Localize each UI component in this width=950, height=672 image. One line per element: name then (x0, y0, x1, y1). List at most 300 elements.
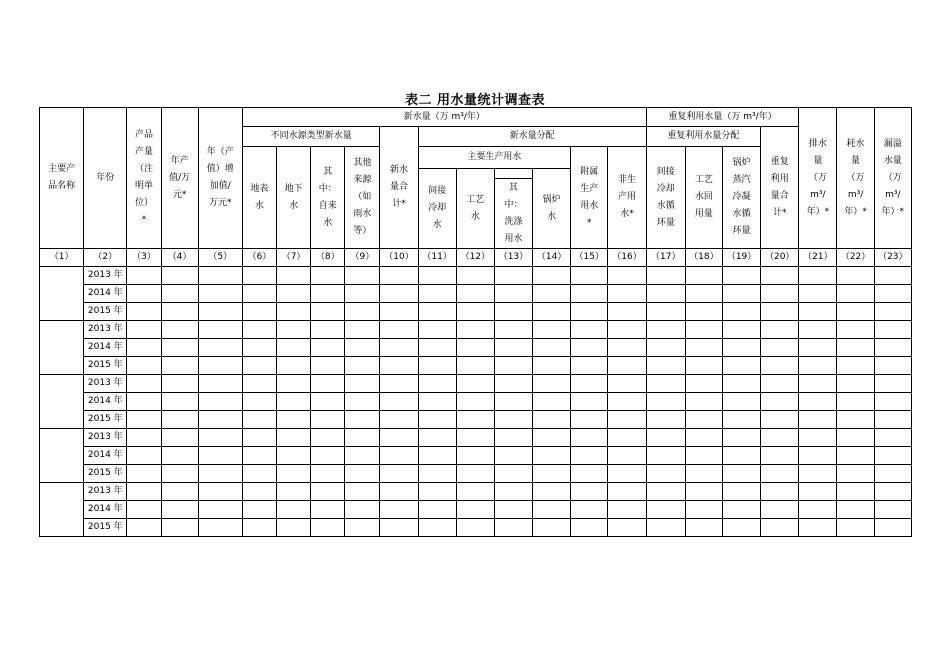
data-cell[interactable] (533, 447, 571, 465)
data-cell[interactable] (242, 375, 276, 393)
data-cell[interactable] (127, 303, 161, 321)
data-cell[interactable] (685, 447, 722, 465)
data-cell[interactable] (418, 411, 456, 429)
data-cell[interactable] (646, 501, 685, 519)
data-cell[interactable] (311, 321, 345, 339)
data-cell[interactable] (311, 303, 345, 321)
data-cell[interactable] (761, 447, 799, 465)
data-cell[interactable] (277, 447, 311, 465)
data-cell[interactable] (837, 375, 874, 393)
data-cell[interactable] (311, 519, 345, 537)
data-cell[interactable] (127, 465, 161, 483)
data-cell[interactable] (722, 429, 760, 447)
data-cell[interactable] (380, 375, 418, 393)
data-cell[interactable] (242, 393, 276, 411)
data-cell[interactable] (380, 519, 418, 537)
data-cell[interactable] (242, 483, 276, 501)
data-cell[interactable] (311, 465, 345, 483)
data-cell[interactable] (722, 501, 760, 519)
data-cell[interactable] (380, 303, 418, 321)
data-cell[interactable] (608, 519, 646, 537)
data-cell[interactable] (345, 519, 380, 537)
data-cell[interactable] (345, 393, 380, 411)
data-cell[interactable] (685, 285, 722, 303)
data-cell[interactable] (874, 465, 911, 483)
data-cell[interactable] (685, 411, 722, 429)
data-cell[interactable] (277, 303, 311, 321)
data-cell[interactable] (380, 447, 418, 465)
data-cell[interactable] (646, 447, 685, 465)
data-cell[interactable] (571, 339, 608, 357)
data-cell[interactable] (242, 447, 276, 465)
data-cell[interactable] (722, 465, 760, 483)
data-cell[interactable] (311, 267, 345, 285)
data-cell[interactable] (277, 501, 311, 519)
data-cell[interactable] (311, 339, 345, 357)
data-cell[interactable] (494, 357, 532, 375)
data-cell[interactable] (345, 339, 380, 357)
data-cell[interactable] (874, 393, 911, 411)
data-cell[interactable] (277, 321, 311, 339)
data-cell[interactable] (198, 267, 242, 285)
data-cell[interactable] (127, 339, 161, 357)
data-cell[interactable] (761, 357, 799, 375)
data-cell[interactable] (161, 447, 198, 465)
data-cell[interactable] (722, 285, 760, 303)
product-name-cell[interactable] (40, 267, 84, 321)
data-cell[interactable] (646, 285, 685, 303)
data-cell[interactable] (345, 447, 380, 465)
data-cell[interactable] (571, 357, 608, 375)
data-cell[interactable] (418, 357, 456, 375)
data-cell[interactable] (874, 519, 911, 537)
data-cell[interactable] (456, 375, 494, 393)
data-cell[interactable] (380, 411, 418, 429)
data-cell[interactable] (456, 501, 494, 519)
data-cell[interactable] (161, 285, 198, 303)
data-cell[interactable] (837, 303, 874, 321)
data-cell[interactable] (456, 339, 494, 357)
data-cell[interactable] (533, 483, 571, 501)
data-cell[interactable] (127, 357, 161, 375)
data-cell[interactable] (722, 519, 760, 537)
data-cell[interactable] (608, 357, 646, 375)
data-cell[interactable] (242, 267, 276, 285)
data-cell[interactable] (127, 285, 161, 303)
data-cell[interactable] (198, 447, 242, 465)
data-cell[interactable] (685, 501, 722, 519)
data-cell[interactable] (874, 285, 911, 303)
data-cell[interactable] (837, 519, 874, 537)
data-cell[interactable] (722, 303, 760, 321)
data-cell[interactable] (127, 267, 161, 285)
data-cell[interactable] (722, 357, 760, 375)
data-cell[interactable] (242, 285, 276, 303)
data-cell[interactable] (837, 411, 874, 429)
data-cell[interactable] (494, 483, 532, 501)
data-cell[interactable] (874, 321, 911, 339)
data-cell[interactable] (380, 483, 418, 501)
data-cell[interactable] (161, 393, 198, 411)
data-cell[interactable] (198, 429, 242, 447)
data-cell[interactable] (494, 339, 532, 357)
data-cell[interactable] (242, 321, 276, 339)
data-cell[interactable] (608, 321, 646, 339)
data-cell[interactable] (761, 321, 799, 339)
data-cell[interactable] (837, 465, 874, 483)
data-cell[interactable] (685, 357, 722, 375)
data-cell[interactable] (571, 429, 608, 447)
data-cell[interactable] (345, 375, 380, 393)
data-cell[interactable] (685, 339, 722, 357)
data-cell[interactable] (608, 267, 646, 285)
data-cell[interactable] (571, 393, 608, 411)
data-cell[interactable] (198, 483, 242, 501)
data-cell[interactable] (608, 411, 646, 429)
data-cell[interactable] (722, 321, 760, 339)
data-cell[interactable] (799, 375, 837, 393)
data-cell[interactable] (646, 393, 685, 411)
data-cell[interactable] (242, 303, 276, 321)
data-cell[interactable] (380, 321, 418, 339)
data-cell[interactable] (685, 465, 722, 483)
data-cell[interactable] (533, 501, 571, 519)
data-cell[interactable] (161, 303, 198, 321)
data-cell[interactable] (418, 321, 456, 339)
data-cell[interactable] (722, 411, 760, 429)
data-cell[interactable] (198, 321, 242, 339)
data-cell[interactable] (198, 339, 242, 357)
data-cell[interactable] (874, 339, 911, 357)
data-cell[interactable] (456, 285, 494, 303)
data-cell[interactable] (761, 339, 799, 357)
data-cell[interactable] (311, 375, 345, 393)
data-cell[interactable] (722, 393, 760, 411)
data-cell[interactable] (761, 393, 799, 411)
data-cell[interactable] (799, 267, 837, 285)
data-cell[interactable] (127, 321, 161, 339)
data-cell[interactable] (277, 519, 311, 537)
data-cell[interactable] (685, 393, 722, 411)
data-cell[interactable] (161, 501, 198, 519)
data-cell[interactable] (345, 267, 380, 285)
data-cell[interactable] (456, 429, 494, 447)
data-cell[interactable] (571, 519, 608, 537)
data-cell[interactable] (198, 465, 242, 483)
data-cell[interactable] (646, 339, 685, 357)
data-cell[interactable] (646, 321, 685, 339)
data-cell[interactable] (198, 501, 242, 519)
data-cell[interactable] (608, 483, 646, 501)
data-cell[interactable] (242, 501, 276, 519)
data-cell[interactable] (418, 375, 456, 393)
data-cell[interactable] (161, 411, 198, 429)
data-cell[interactable] (494, 429, 532, 447)
data-cell[interactable] (456, 519, 494, 537)
data-cell[interactable] (161, 321, 198, 339)
data-cell[interactable] (799, 501, 837, 519)
data-cell[interactable] (494, 321, 532, 339)
data-cell[interactable] (242, 465, 276, 483)
data-cell[interactable] (380, 465, 418, 483)
data-cell[interactable] (494, 519, 532, 537)
data-cell[interactable] (761, 267, 799, 285)
data-cell[interactable] (380, 429, 418, 447)
data-cell[interactable] (494, 447, 532, 465)
data-cell[interactable] (494, 501, 532, 519)
data-cell[interactable] (608, 501, 646, 519)
data-cell[interactable] (494, 393, 532, 411)
data-cell[interactable] (799, 303, 837, 321)
data-cell[interactable] (345, 483, 380, 501)
data-cell[interactable] (533, 375, 571, 393)
data-cell[interactable] (761, 429, 799, 447)
data-cell[interactable] (198, 375, 242, 393)
product-name-cell[interactable] (40, 483, 84, 537)
data-cell[interactable] (837, 321, 874, 339)
data-cell[interactable] (311, 501, 345, 519)
data-cell[interactable] (646, 483, 685, 501)
data-cell[interactable] (127, 501, 161, 519)
data-cell[interactable] (571, 447, 608, 465)
data-cell[interactable] (761, 411, 799, 429)
data-cell[interactable] (646, 519, 685, 537)
data-cell[interactable] (127, 519, 161, 537)
data-cell[interactable] (571, 375, 608, 393)
data-cell[interactable] (418, 429, 456, 447)
data-cell[interactable] (311, 483, 345, 501)
data-cell[interactable] (608, 285, 646, 303)
data-cell[interactable] (127, 483, 161, 501)
data-cell[interactable] (874, 375, 911, 393)
data-cell[interactable] (608, 303, 646, 321)
data-cell[interactable] (311, 393, 345, 411)
data-cell[interactable] (799, 411, 837, 429)
data-cell[interactable] (418, 519, 456, 537)
data-cell[interactable] (311, 447, 345, 465)
data-cell[interactable] (277, 429, 311, 447)
data-cell[interactable] (874, 267, 911, 285)
data-cell[interactable] (198, 357, 242, 375)
data-cell[interactable] (761, 483, 799, 501)
data-cell[interactable] (456, 303, 494, 321)
data-cell[interactable] (761, 375, 799, 393)
data-cell[interactable] (608, 339, 646, 357)
data-cell[interactable] (345, 303, 380, 321)
data-cell[interactable] (608, 393, 646, 411)
data-cell[interactable] (494, 303, 532, 321)
data-cell[interactable] (533, 411, 571, 429)
data-cell[interactable] (380, 339, 418, 357)
data-cell[interactable] (380, 267, 418, 285)
data-cell[interactable] (345, 465, 380, 483)
data-cell[interactable] (837, 267, 874, 285)
data-cell[interactable] (837, 483, 874, 501)
data-cell[interactable] (685, 303, 722, 321)
data-cell[interactable] (761, 285, 799, 303)
data-cell[interactable] (277, 357, 311, 375)
data-cell[interactable] (277, 375, 311, 393)
data-cell[interactable] (418, 465, 456, 483)
data-cell[interactable] (345, 501, 380, 519)
data-cell[interactable] (380, 501, 418, 519)
product-name-cell[interactable] (40, 321, 84, 375)
data-cell[interactable] (646, 303, 685, 321)
data-cell[interactable] (608, 375, 646, 393)
data-cell[interactable] (494, 267, 532, 285)
data-cell[interactable] (837, 285, 874, 303)
data-cell[interactable] (608, 429, 646, 447)
data-cell[interactable] (799, 447, 837, 465)
data-cell[interactable] (418, 501, 456, 519)
data-cell[interactable] (722, 339, 760, 357)
product-name-cell[interactable] (40, 429, 84, 483)
data-cell[interactable] (837, 447, 874, 465)
data-cell[interactable] (494, 285, 532, 303)
data-cell[interactable] (345, 411, 380, 429)
data-cell[interactable] (722, 483, 760, 501)
data-cell[interactable] (608, 447, 646, 465)
data-cell[interactable] (161, 357, 198, 375)
data-cell[interactable] (277, 483, 311, 501)
data-cell[interactable] (277, 465, 311, 483)
data-cell[interactable] (161, 339, 198, 357)
data-cell[interactable] (533, 267, 571, 285)
data-cell[interactable] (799, 519, 837, 537)
data-cell[interactable] (456, 393, 494, 411)
data-cell[interactable] (242, 429, 276, 447)
data-cell[interactable] (277, 267, 311, 285)
data-cell[interactable] (685, 321, 722, 339)
data-cell[interactable] (456, 321, 494, 339)
data-cell[interactable] (311, 411, 345, 429)
data-cell[interactable] (242, 519, 276, 537)
data-cell[interactable] (571, 321, 608, 339)
data-cell[interactable] (277, 411, 311, 429)
data-cell[interactable] (418, 483, 456, 501)
data-cell[interactable] (161, 375, 198, 393)
data-cell[interactable] (533, 285, 571, 303)
data-cell[interactable] (837, 393, 874, 411)
data-cell[interactable] (345, 321, 380, 339)
data-cell[interactable] (761, 519, 799, 537)
data-cell[interactable] (494, 375, 532, 393)
data-cell[interactable] (161, 519, 198, 537)
data-cell[interactable] (127, 411, 161, 429)
data-cell[interactable] (799, 429, 837, 447)
data-cell[interactable] (277, 393, 311, 411)
data-cell[interactable] (799, 357, 837, 375)
data-cell[interactable] (874, 447, 911, 465)
data-cell[interactable] (646, 429, 685, 447)
data-cell[interactable] (456, 357, 494, 375)
data-cell[interactable] (345, 285, 380, 303)
data-cell[interactable] (874, 411, 911, 429)
data-cell[interactable] (161, 429, 198, 447)
data-cell[interactable] (533, 465, 571, 483)
data-cell[interactable] (494, 411, 532, 429)
data-cell[interactable] (685, 519, 722, 537)
data-cell[interactable] (571, 483, 608, 501)
data-cell[interactable] (761, 465, 799, 483)
data-cell[interactable] (198, 393, 242, 411)
data-cell[interactable] (685, 267, 722, 285)
data-cell[interactable] (799, 465, 837, 483)
data-cell[interactable] (456, 267, 494, 285)
data-cell[interactable] (533, 429, 571, 447)
data-cell[interactable] (837, 357, 874, 375)
data-cell[interactable] (494, 465, 532, 483)
data-cell[interactable] (761, 501, 799, 519)
data-cell[interactable] (874, 501, 911, 519)
data-cell[interactable] (127, 375, 161, 393)
data-cell[interactable] (127, 393, 161, 411)
data-cell[interactable] (418, 267, 456, 285)
data-cell[interactable] (874, 483, 911, 501)
data-cell[interactable] (533, 339, 571, 357)
data-cell[interactable] (837, 429, 874, 447)
data-cell[interactable] (345, 429, 380, 447)
data-cell[interactable] (456, 483, 494, 501)
data-cell[interactable] (345, 357, 380, 375)
data-cell[interactable] (646, 411, 685, 429)
data-cell[interactable] (533, 321, 571, 339)
data-cell[interactable] (127, 447, 161, 465)
data-cell[interactable] (571, 411, 608, 429)
data-cell[interactable] (380, 357, 418, 375)
data-cell[interactable] (571, 303, 608, 321)
data-cell[interactable] (456, 411, 494, 429)
data-cell[interactable] (874, 303, 911, 321)
data-cell[interactable] (874, 429, 911, 447)
data-cell[interactable] (418, 393, 456, 411)
data-cell[interactable] (799, 285, 837, 303)
data-cell[interactable] (456, 447, 494, 465)
data-cell[interactable] (311, 357, 345, 375)
data-cell[interactable] (277, 339, 311, 357)
data-cell[interactable] (608, 465, 646, 483)
data-cell[interactable] (874, 357, 911, 375)
data-cell[interactable] (456, 465, 494, 483)
data-cell[interactable] (418, 285, 456, 303)
data-cell[interactable] (533, 303, 571, 321)
data-cell[interactable] (198, 519, 242, 537)
data-cell[interactable] (242, 411, 276, 429)
data-cell[interactable] (646, 465, 685, 483)
data-cell[interactable] (685, 483, 722, 501)
data-cell[interactable] (242, 357, 276, 375)
data-cell[interactable] (127, 429, 161, 447)
data-cell[interactable] (418, 303, 456, 321)
data-cell[interactable] (646, 267, 685, 285)
data-cell[interactable] (533, 357, 571, 375)
data-cell[interactable] (380, 285, 418, 303)
product-name-cell[interactable] (40, 375, 84, 429)
data-cell[interactable] (646, 357, 685, 375)
data-cell[interactable] (418, 447, 456, 465)
data-cell[interactable] (722, 447, 760, 465)
data-cell[interactable] (685, 429, 722, 447)
data-cell[interactable] (799, 321, 837, 339)
data-cell[interactable] (277, 285, 311, 303)
data-cell[interactable] (161, 483, 198, 501)
data-cell[interactable] (837, 501, 874, 519)
data-cell[interactable] (418, 339, 456, 357)
data-cell[interactable] (799, 393, 837, 411)
data-cell[interactable] (533, 393, 571, 411)
data-cell[interactable] (380, 393, 418, 411)
data-cell[interactable] (311, 285, 345, 303)
